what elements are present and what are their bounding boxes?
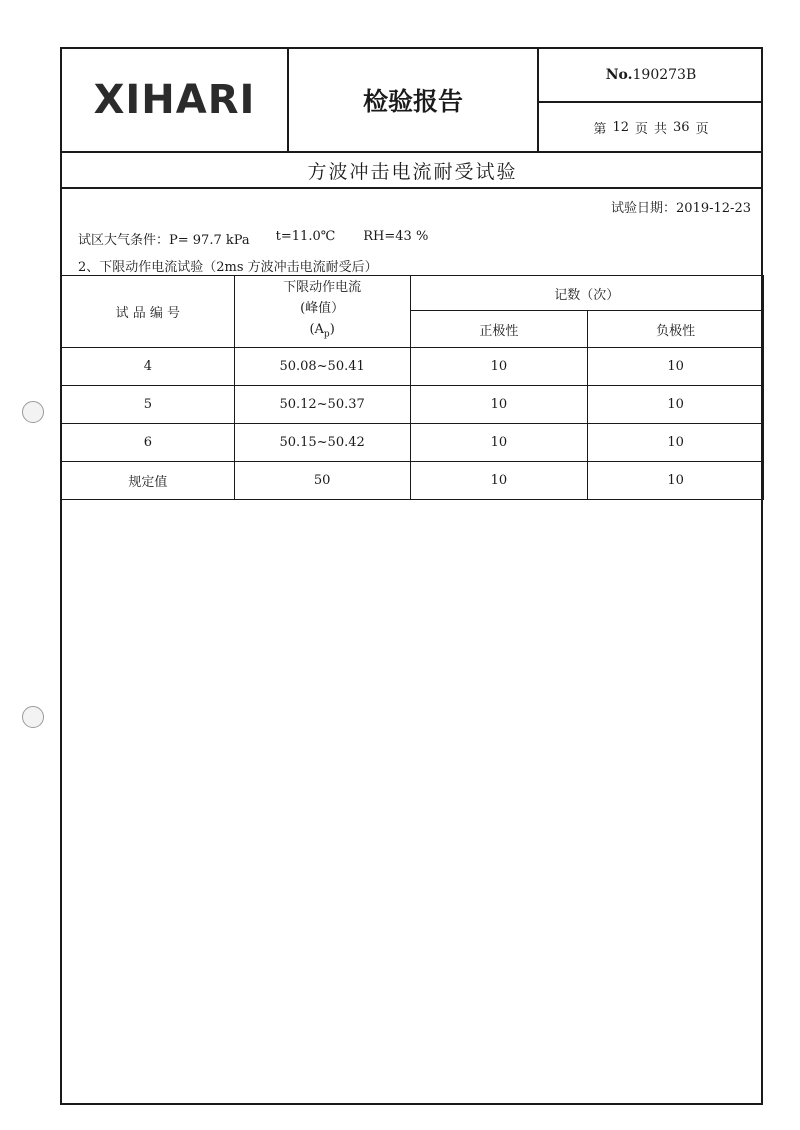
page-label-gong: 共 bbox=[654, 121, 668, 137]
page-indicator bbox=[539, 103, 763, 151]
binding-hole-top bbox=[22, 401, 44, 423]
page-current: 12 bbox=[612, 119, 629, 135]
table-row bbox=[62, 386, 764, 424]
table-row bbox=[62, 462, 764, 500]
cell-current: 50.12~50.37 bbox=[234, 386, 410, 424]
atmospheric-conditions bbox=[78, 229, 428, 248]
cell-sample: 6 bbox=[62, 424, 235, 462]
binding-hole-bottom bbox=[22, 706, 44, 728]
results-table bbox=[61, 275, 764, 500]
cell-negative: 10 bbox=[588, 424, 764, 462]
header-current-unit bbox=[235, 319, 410, 346]
header-negative: 负极性 bbox=[588, 311, 764, 348]
header-current-line1: 下限动作电流 bbox=[283, 280, 362, 296]
report-number-value: 190273B bbox=[632, 67, 697, 83]
header-positive: 正极性 bbox=[410, 311, 588, 348]
report-title: 检验报告 bbox=[362, 87, 463, 116]
header-current bbox=[234, 276, 410, 348]
page-label-ye: 页 bbox=[634, 121, 648, 137]
table-header-row bbox=[62, 276, 764, 311]
unit-sub: p bbox=[323, 329, 330, 340]
humidity-condition: RH=43 % bbox=[363, 229, 429, 244]
cell-current: 50.08~50.41 bbox=[234, 348, 410, 386]
cell-positive: 10 bbox=[410, 424, 588, 462]
cell-positive: 10 bbox=[410, 462, 588, 500]
unit-end: ) bbox=[329, 322, 335, 338]
company-logo: XIHARI bbox=[93, 77, 256, 123]
report-frame bbox=[60, 47, 763, 1105]
cell-negative: 10 bbox=[588, 462, 764, 500]
cell-positive: 10 bbox=[410, 386, 588, 424]
cell-sample: 4 bbox=[62, 348, 235, 386]
page-total: 36 bbox=[673, 119, 690, 135]
page-label-di: 第 bbox=[593, 121, 607, 137]
section-title: 方波冲击电流耐受试验 bbox=[307, 160, 518, 183]
cell-negative: 10 bbox=[588, 386, 764, 424]
pressure-condition: 试区大气条件：P= 97.7 kPa bbox=[78, 233, 250, 248]
cell-negative: 10 bbox=[588, 348, 764, 386]
report-number bbox=[539, 49, 763, 101]
cell-sample: 规定值 bbox=[62, 462, 235, 500]
table-row bbox=[62, 348, 764, 386]
page-label-ye-total: 页 bbox=[695, 121, 709, 137]
header-count: 记数（次） bbox=[410, 276, 763, 311]
report-number-prefix: No. bbox=[605, 67, 633, 83]
table-row bbox=[62, 424, 764, 462]
header-current-line2: (峰值） bbox=[300, 301, 345, 317]
cell-current: 50 bbox=[234, 462, 410, 500]
test-subtitle: 2、下限动作电流试验（2ms 方波冲击电流耐受后） bbox=[78, 260, 378, 275]
unit-main: (A bbox=[309, 322, 324, 338]
cell-current: 50.15~50.42 bbox=[234, 424, 410, 462]
header-sample-no: 试 品 编 号 bbox=[62, 276, 235, 348]
test-date: 试验日期：2019-12-23 bbox=[611, 201, 751, 216]
cell-positive: 10 bbox=[410, 348, 588, 386]
temperature-condition: t=11.0℃ bbox=[275, 229, 336, 244]
cell-sample: 5 bbox=[62, 386, 235, 424]
